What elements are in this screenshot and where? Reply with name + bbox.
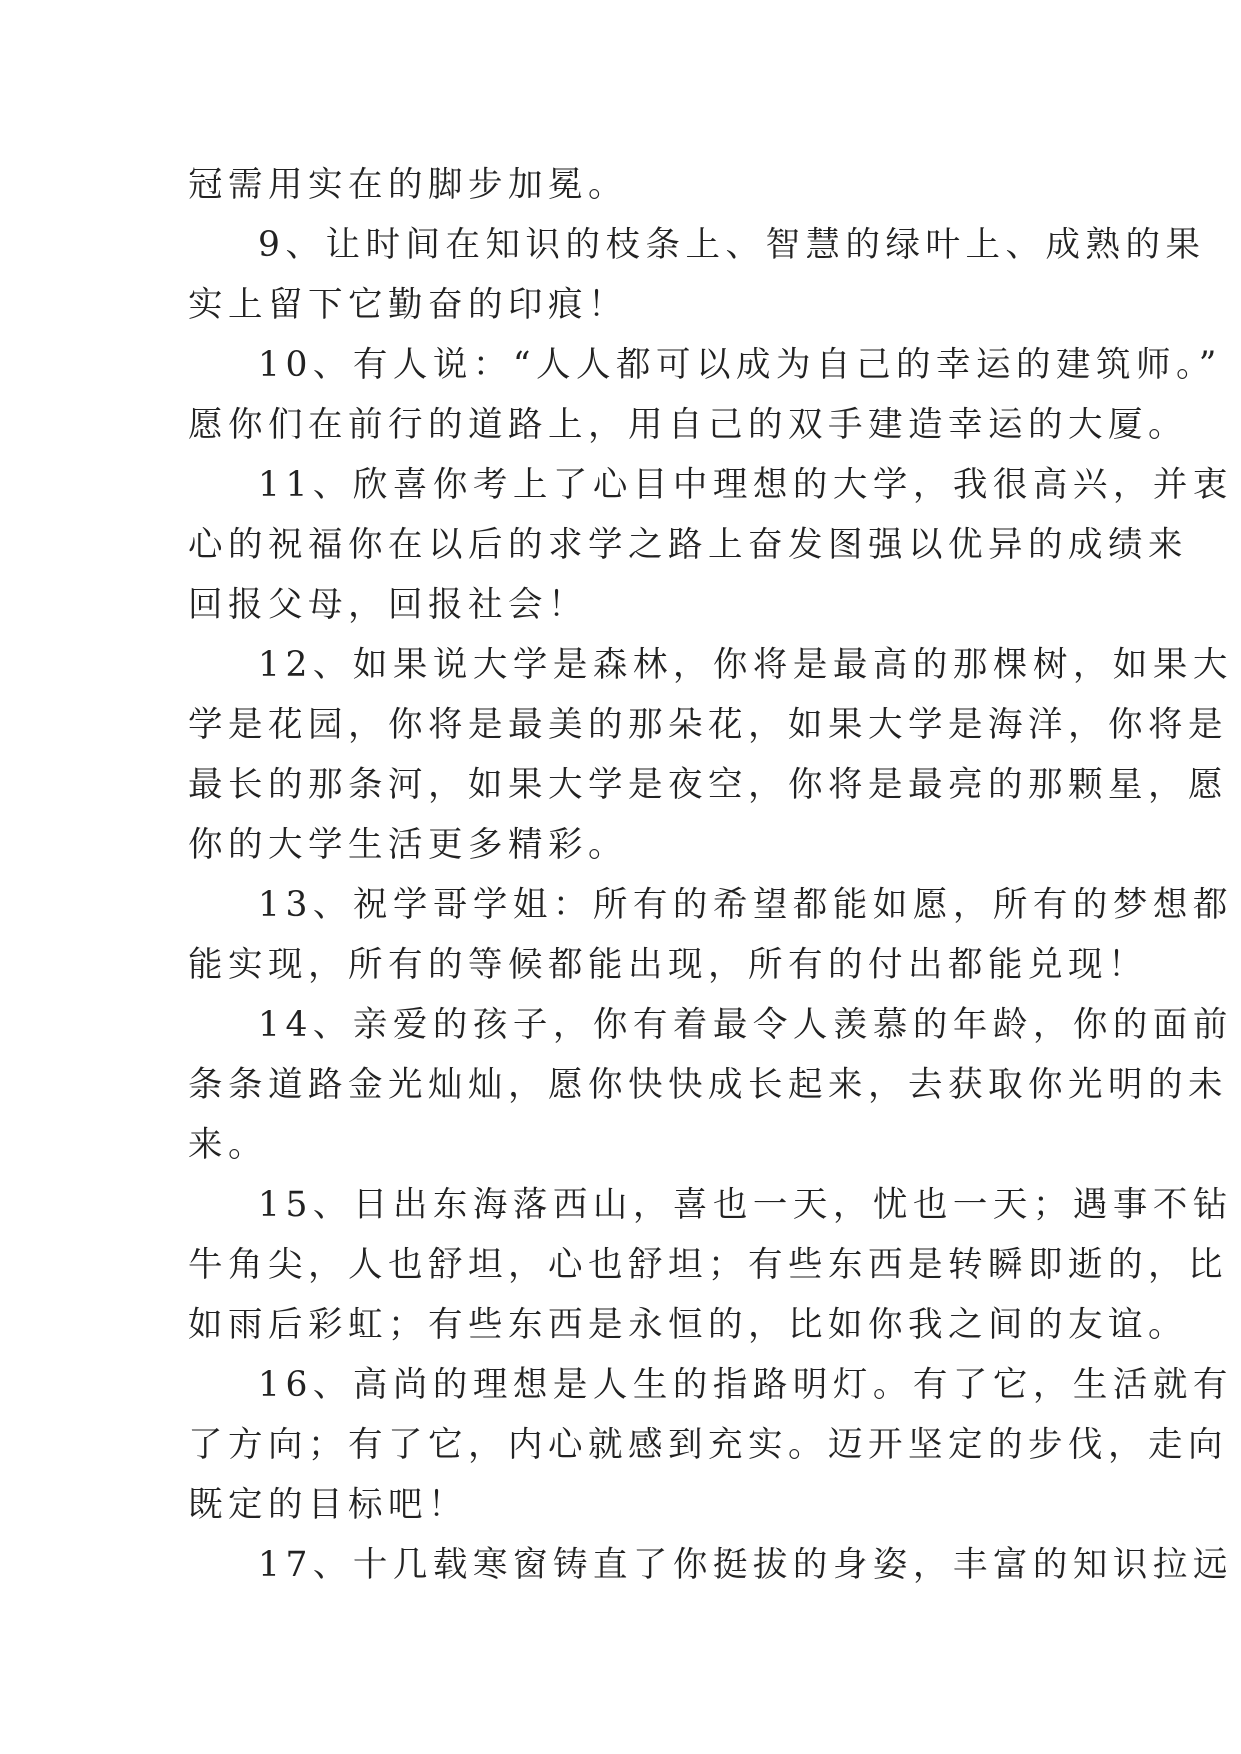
text-line: 能实现，所有的等候都能出现，所有的付出都能兑现！ — [188, 945, 1148, 985]
text-line: 如雨后彩虹；有些东西是永恒的，比如你我之间的友谊。 — [188, 1305, 1188, 1345]
text-line: 实上留下它勤奋的印痕！ — [188, 285, 628, 325]
text-line: 15、日出东海落西山，喜也一天，忧也一天；遇事不钻 — [258, 1185, 1233, 1225]
text-line: 心的祝福你在以后的求学之路上奋发图强以优异的成绩来 — [188, 525, 1188, 565]
text-line: 12、如果说大学是森林，你将是最高的那棵树，如果大 — [258, 645, 1233, 685]
text-line: 13、祝学哥学姐：所有的希望都能如愿，所有的梦想都 — [258, 885, 1233, 925]
text-line: 条条道路金光灿灿，愿你快快成长起来，去获取你光明的未 — [188, 1065, 1228, 1105]
text-line: 你的大学生活更多精彩。 — [188, 825, 628, 865]
text-line: 14、亲爱的孩子，你有着最令人羡慕的年龄，你的面前 — [258, 1005, 1233, 1045]
text-line: 10、有人说：“人人都可以成为自己的幸运的建筑师。” — [258, 345, 1222, 385]
text-line: 既定的目标吧！ — [188, 1485, 468, 1525]
text-line: 最长的那条河，如果大学是夜空，你将是最亮的那颗星，愿 — [188, 765, 1228, 805]
text-line: 牛角尖，人也舒坦，心也舒坦；有些东西是转瞬即逝的，比 — [188, 1245, 1228, 1285]
text-line: 9、让时间在知识的枝条上、智慧的绿叶上、成熟的果 — [258, 225, 1206, 265]
text-line: 17、十几载寒窗铸直了你挺拔的身姿，丰富的知识拉远 — [258, 1545, 1233, 1585]
text-line: 16、高尚的理想是人生的指路明灯。有了它，生活就有 — [258, 1365, 1233, 1405]
text-line: 回报父母，回报社会！ — [188, 585, 588, 625]
text-line: 冠需用实在的脚步加冕。 — [188, 165, 628, 205]
text-line: 来。 — [188, 1125, 268, 1165]
text-line: 学是花园，你将是最美的那朵花，如果大学是海洋，你将是 — [188, 705, 1228, 745]
document-body — [188, 155, 1233, 1595]
text-line: 愿你们在前行的道路上，用自己的双手建造幸运的大厦。 — [188, 405, 1188, 445]
text-line: 了方向；有了它，内心就感到充实。迈开坚定的步伐，走向 — [188, 1425, 1228, 1465]
text-line: 11、欣喜你考上了心目中理想的大学，我很高兴，并衷 — [258, 465, 1233, 505]
